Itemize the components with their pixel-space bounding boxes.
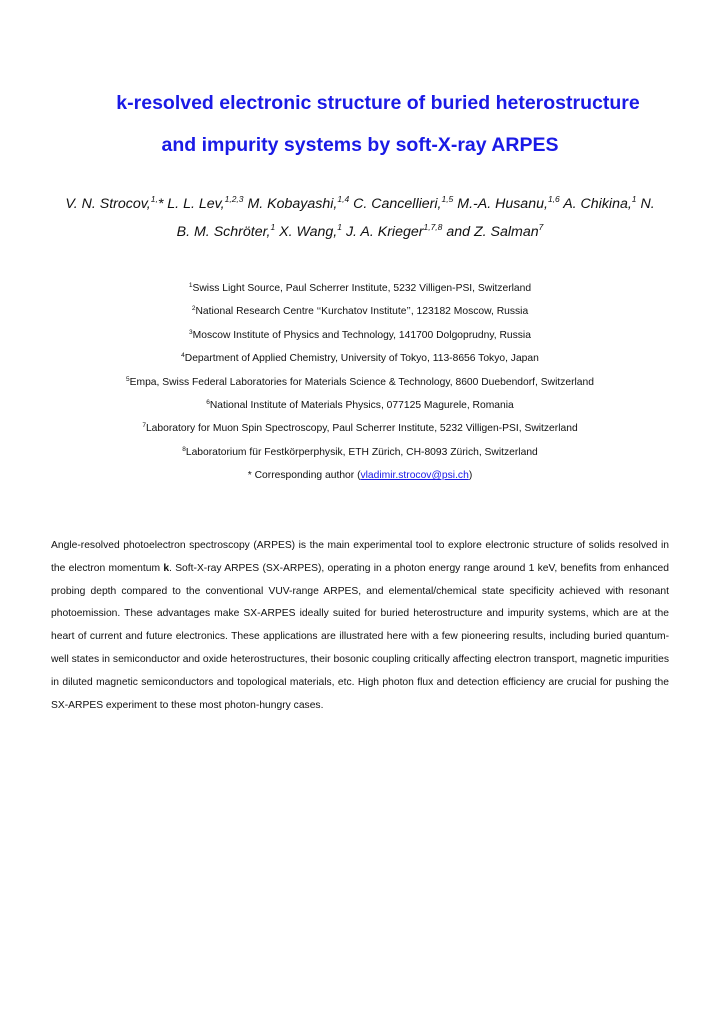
author: N. B. M. Schröter,$^1$ <box>176 196 655 240</box>
author: C. Cancellieri,$^{1,5}$ <box>353 194 454 212</box>
affiliation-list <box>0 277 720 488</box>
author: J. A. Krieger$^{1,7,8}$ <box>345 222 443 240</box>
title-line-2: and impurity systems by soft-X-ray ARPES <box>161 134 559 156</box>
affiliation: $^2$National Research Centre ‘‘Kurchatov Institute’’, 123182 Moscow, Russia <box>191 305 529 318</box>
title-line-1: k-resolved electronic structure of buried heterostructure <box>116 92 640 114</box>
affiliation: $^4$Department of Applied Chemistry, University of Tokyo, 113-8656 Tokyo, Japan <box>181 352 539 365</box>
affiliation: $^5$Empa, Swiss Federal Laboratories for Materials Science & Technology, 8600 Duebendorf, Switzerland <box>126 375 594 388</box>
affiliation: $^3$Moscow Institute of Physics and Technology, 141700 Dolgoprudny, Russia <box>189 328 531 341</box>
author: X. Wang,$^1$ <box>279 222 342 240</box>
author: M. Kobayashi,$^{1,4}$ <box>247 194 350 212</box>
affiliation: $^1$Swiss Light Source, Paul Scherrer Institute, 5232 Villigen-PSI, Switzerland <box>188 282 532 294</box>
abstract: Angle-resolved photoelectron spectroscopy (ARPES) is the main experimental tool to explore electronic structure of solids resolved in the electron momentum k. Soft-X-ray ARPES (SX-ARPES), operating in a photon energy range around 1 keV, benefits from enhanced probing depth compared to the conventional VUV-range ARPES, and elemental/chemical state specificity achieved with resonant photoemission. These advantages make SX-ARPES ideally suited for buried heterostructure and impurity systems, which are at the heart of current and future electronics. These applications are illustrated here with a few pioneering results, including buried quantum-well states in semiconductor and oxide heterostructures, their bosonic coupling critically affecting electron transport, magnetic impurities in diluted magnetic semiconductors and topological materials, etc. High photon flux and detection efficiency are crucial for pushing the SX-ARPES experiment to these most photon-hungry cases. <box>51 540 669 711</box>
author-list <box>60 190 660 246</box>
author: A. Chikina,$^1$ <box>563 194 637 212</box>
affiliation: $^6$National Institute of Materials Physics, 077125 Magurele, Romania <box>206 399 514 412</box>
corresponding-author: * Corresponding author (vladimir.strocov@psi.ch) <box>247 470 473 482</box>
corresponding-email-link[interactable]: vladimir.strocov@psi.ch <box>360 470 469 482</box>
momentum-k: k <box>163 562 170 574</box>
author: V. N. Strocov,$^{1,}$* <box>65 194 168 212</box>
author: L. L. Lev,$^{1,2,3}$ <box>167 194 244 212</box>
author: M.-A. Husanu,$^{1,6}$ <box>457 194 560 212</box>
affiliation: $^7$Laboratory for Muon Spin Spectroscopy, Paul Scherrer Institute, 5232 Villigen-PSI, Switzerland <box>142 422 578 435</box>
author: and Z. Salman$^7$ <box>446 222 544 240</box>
affiliation: $^8$Laboratorium für Festkörperphysik, ETH Zürich, CH-8093 Zürich, Switzerland <box>182 445 538 458</box>
